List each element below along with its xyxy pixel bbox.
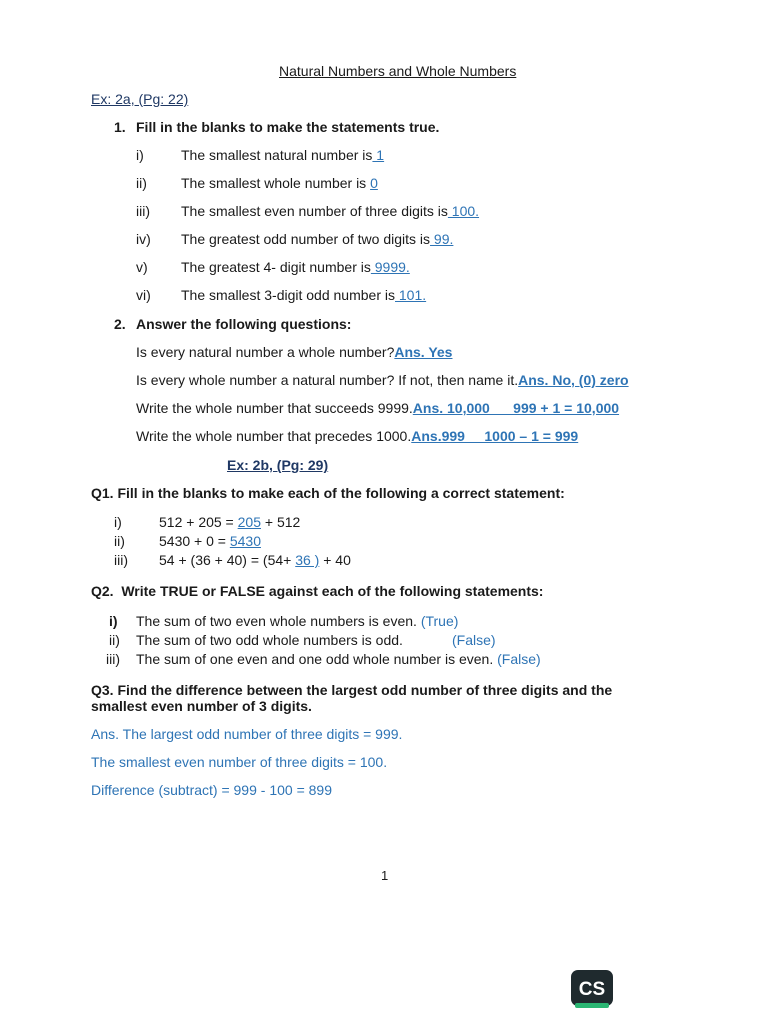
ex2b-q2-text: Q2. Write TRUE or FALSE against each of the following statements: <box>91 583 544 599</box>
item-answer: (False) <box>452 632 496 648</box>
item-answer: Ans. Yes <box>394 344 453 360</box>
item-roman: iii) <box>106 651 120 667</box>
item-answer: (True) <box>420 613 459 629</box>
q3-answer-line: Ans. The largest odd number of three digits = 999. <box>91 726 403 742</box>
item-answer: (False) <box>497 651 541 667</box>
item-text: The smallest even number of three digits is 100. <box>181 203 480 219</box>
q3-answer-line: The smallest even number of three digits = 100. <box>91 754 388 770</box>
item-answer: Ans.999 1000 – 1 = 999 <box>411 428 579 444</box>
item-text: The smallest whole number is 0 <box>181 175 378 191</box>
q2-item: Write the whole number that precedes 1000.Ans.999 1000 – 1 = 999 <box>136 428 579 444</box>
q1-number: 1. <box>114 119 126 135</box>
item-answer: 36 ) <box>295 552 320 568</box>
item-text: The greatest 4- digit number is 9999. <box>181 259 410 275</box>
item-roman: vi) <box>136 287 151 303</box>
item-answer: 205 <box>237 514 261 530</box>
item-text: The smallest 3-digit odd number is 101. <box>181 287 427 303</box>
item-roman: iii) <box>114 552 128 568</box>
item-roman: i) <box>136 147 144 163</box>
q2-item: Is every natural number a whole number?Ans. Yes <box>136 344 453 360</box>
item-roman: i) <box>114 514 122 530</box>
item-answer: Ans. No, (0) zero <box>518 372 629 388</box>
item-answer: 5430 <box>229 533 261 549</box>
document-title: Natural Numbers and Whole Numbers <box>279 63 517 79</box>
equation: 5430 + 0 = 5430 <box>159 533 261 549</box>
item-roman: iv) <box>136 231 151 247</box>
item-answer: 0 <box>370 175 378 191</box>
q1-text: Fill in the blanks to make the statements true. <box>136 119 440 135</box>
statement: The sum of two odd whole numbers is odd. <box>136 632 403 648</box>
item-roman: ii) <box>136 175 147 191</box>
q2-number: 2. <box>114 316 126 332</box>
page-number: 1 <box>381 868 389 883</box>
item-roman: v) <box>136 259 148 275</box>
equation: 54 + (36 + 40) = (54+ 36 ) + 40 <box>159 552 351 568</box>
item-answer: 101. <box>395 287 427 303</box>
item-answer: 1 <box>372 147 385 163</box>
item-answer: 99. <box>430 231 454 247</box>
equation: 512 + 205 = 205 + 512 <box>159 514 301 530</box>
item-answer: Ans. 10,000 999 + 1 = 10,000 <box>412 400 620 416</box>
item-answer: 9999. <box>370 259 410 275</box>
exercise-2a-heading: Ex: 2a, (Pg: 22) <box>91 91 189 107</box>
item-roman: ii) <box>114 533 125 549</box>
item-answer: 100. <box>447 203 480 219</box>
q2-text: Answer the following questions: <box>136 316 352 332</box>
item-text: The greatest odd number of two digits is 99. <box>181 231 454 247</box>
exercise-2b-heading: Ex: 2b, (Pg: 29) <box>227 457 329 473</box>
logo-text: CS <box>578 979 606 1000</box>
ex2b-q1-text: Q1. Fill in the blanks to make each of the following a correct statement: <box>91 485 565 501</box>
item-roman: iii) <box>136 203 150 219</box>
item-roman: ii) <box>109 632 120 648</box>
statement: The sum of two even whole numbers is even. (True) <box>136 613 459 629</box>
item-roman: i) <box>109 613 118 629</box>
statement: The sum of one even and one odd whole number is even. (False) <box>136 651 541 667</box>
ex2b-q3-line2: smallest even number of 3 digits. <box>91 698 312 714</box>
item-text: The smallest natural number is 1 <box>181 147 385 163</box>
ex2b-q3-line1: Q3. Find the difference between the largest odd number of three digits and the <box>91 682 613 698</box>
camscanner-logo-icon <box>571 970 613 1008</box>
q3-answer-line: Difference (subtract) = 999 - 100 = 899 <box>91 782 332 798</box>
q2-item: Write the whole number that succeeds 9999.Ans. 10,000 999 + 1 = 10,000 <box>136 400 620 416</box>
q2-item: Is every whole number a natural number? If not, then name it.Ans. No, (0) zero <box>136 372 629 388</box>
